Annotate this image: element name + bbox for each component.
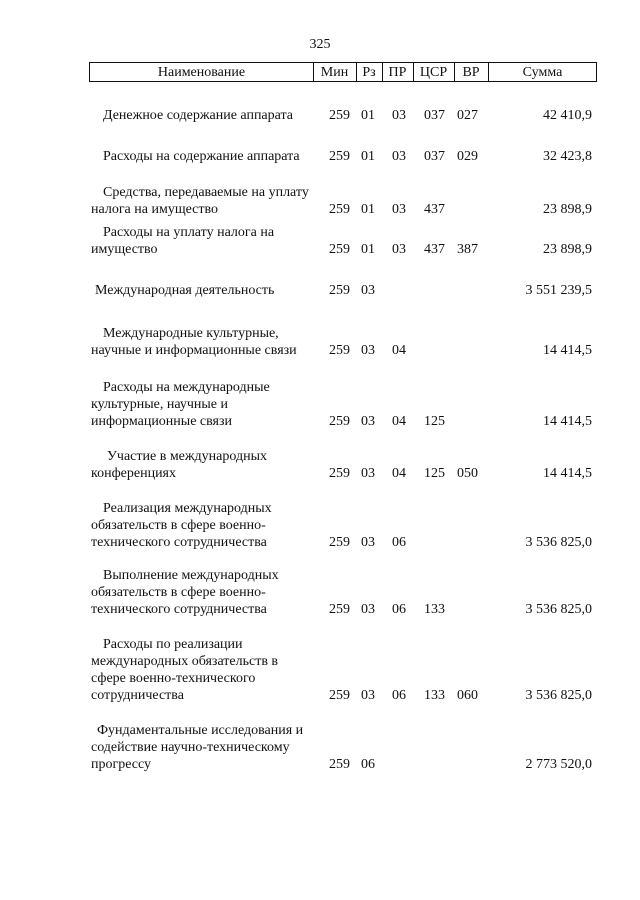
- row-csr: 133: [424, 688, 445, 703]
- table-row: [0, 224, 640, 258]
- header-name: Наименование: [90, 63, 314, 81]
- row-csr: 125: [424, 414, 445, 429]
- row-rz: 03: [361, 283, 375, 298]
- row-sum: 2 773 520,0: [525, 757, 592, 772]
- row-min: 259: [329, 688, 350, 703]
- row-csr: 037: [424, 149, 445, 164]
- row-name: Расходы на уплату налога на имущество: [91, 225, 275, 257]
- row-name: Международная деятельность: [95, 283, 275, 298]
- row-rz: 01: [361, 149, 375, 164]
- row-min: 259: [329, 242, 350, 257]
- row-min: 259: [329, 108, 350, 123]
- row-csr: 133: [424, 602, 445, 617]
- row-sum: 14 414,5: [543, 414, 592, 429]
- row-min: 259: [329, 149, 350, 164]
- row-rz: 01: [361, 108, 375, 123]
- row-vr: 387: [457, 242, 478, 257]
- table-row: [0, 184, 640, 218]
- table-row: [0, 567, 640, 618]
- row-pr: 04: [392, 343, 406, 358]
- row-min: 259: [329, 757, 350, 772]
- row-min: 259: [329, 283, 350, 298]
- row-vr: 029: [457, 149, 478, 164]
- row-min: 259: [329, 343, 350, 358]
- row-sum: 14 414,5: [543, 343, 592, 358]
- row-csr: 437: [424, 242, 445, 257]
- row-pr: 03: [392, 149, 406, 164]
- row-sum: 42 410,9: [543, 108, 592, 123]
- row-pr: 04: [392, 414, 406, 429]
- row-name: Денежное содержание аппарата: [103, 108, 294, 123]
- row-pr: 03: [392, 108, 406, 123]
- table-row: [0, 308, 640, 359]
- row-pr: 06: [392, 535, 406, 550]
- row-rz: 01: [361, 202, 375, 217]
- header-sum: Сумма: [522, 65, 563, 80]
- row-name: Участие в международных конференциях: [91, 449, 268, 481]
- row-rz: 03: [361, 535, 375, 550]
- row-pr: 04: [392, 466, 406, 481]
- header-min: Мин: [313, 63, 357, 81]
- table-header: [89, 62, 597, 82]
- table-row: [0, 448, 640, 482]
- row-name: Расходы по реализации международных обязательств в сфере военно-технического сотрудничества: [91, 637, 279, 703]
- row-vr: 027: [457, 108, 478, 123]
- row-name: Расходы на международные культурные, научные и информационные связи: [91, 380, 270, 429]
- table-row: [0, 636, 640, 704]
- header-rz: Рз: [356, 63, 383, 81]
- row-sum: 14 414,5: [543, 466, 592, 481]
- table-row: [0, 131, 640, 165]
- row-name: Расходы на содержание аппарата: [103, 149, 300, 164]
- table-row: [0, 722, 640, 773]
- row-csr: 437: [424, 202, 445, 217]
- row-rz: 03: [361, 688, 375, 703]
- page-number: 325: [309, 37, 331, 52]
- table-row: [0, 500, 640, 551]
- row-rz: 01: [361, 242, 375, 257]
- row-sum: 23 898,9: [543, 202, 592, 217]
- row-csr: 125: [424, 466, 445, 481]
- row-rz: 03: [361, 602, 375, 617]
- row-pr: 03: [392, 202, 406, 217]
- row-sum: 3 536 825,0: [525, 602, 592, 617]
- row-sum: 32 423,8: [543, 149, 592, 164]
- table-row: [0, 282, 640, 299]
- row-pr: 06: [392, 688, 406, 703]
- row-min: 259: [329, 466, 350, 481]
- header-vr: ВР: [454, 63, 489, 81]
- row-name: Средства, передаваемые на уплату налога на имущество: [91, 185, 309, 217]
- row-rz: 03: [361, 343, 375, 358]
- row-rz: 03: [361, 414, 375, 429]
- row-sum: 3 536 825,0: [525, 535, 592, 550]
- row-name: Фундаментальные исследования и содействие научно-техническому прогрессу: [91, 723, 304, 772]
- row-pr: 06: [392, 602, 406, 617]
- table-row: [0, 379, 640, 430]
- row-sum: 23 898,9: [543, 242, 592, 257]
- row-name: Реализация международных обязательств в сфере военно-технического сотрудничества: [91, 501, 272, 550]
- row-sum: 3 551 239,5: [525, 283, 592, 298]
- row-name: Выполнение международных обязательств в сфере военно-технического сотрудничества: [91, 568, 279, 617]
- row-rz: 03: [361, 466, 375, 481]
- row-pr: 03: [392, 242, 406, 257]
- header-csr: ЦСР: [413, 63, 455, 81]
- row-min: 259: [329, 414, 350, 429]
- header-pr: ПР: [382, 63, 414, 81]
- row-sum: 3 536 825,0: [525, 688, 592, 703]
- row-vr: 060: [457, 688, 478, 703]
- row-rz: 06: [361, 757, 375, 772]
- row-csr: 037: [424, 108, 445, 123]
- table-row: [0, 90, 640, 124]
- row-name: Международные культурные, научные и информационные связи: [91, 326, 297, 358]
- row-vr: 050: [457, 466, 478, 481]
- row-min: 259: [329, 535, 350, 550]
- row-min: 259: [329, 202, 350, 217]
- row-min: 259: [329, 602, 350, 617]
